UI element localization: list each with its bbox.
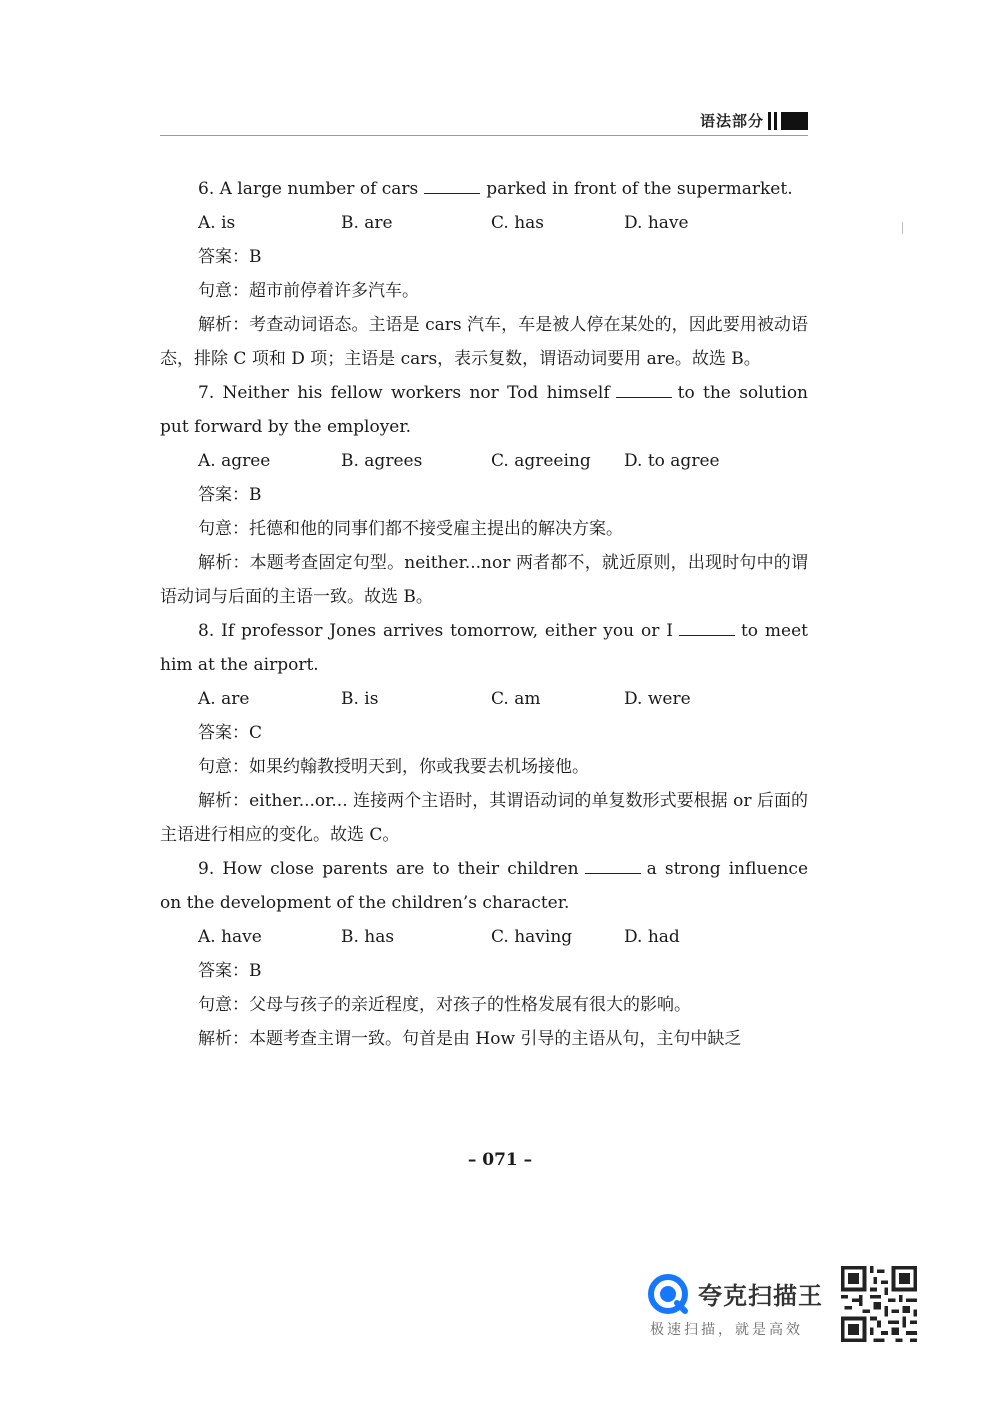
section-marker-icon — [768, 112, 808, 130]
watermark-slogan: 极速扫描，就是高效 — [650, 1322, 803, 1338]
option-c: C. am — [491, 689, 541, 709]
sentence-meaning: 句意：超市前停着许多汽车。 — [198, 281, 419, 301]
question-stem: 6. A large number of cars parked in front of the supermarket. — [198, 179, 793, 199]
page-header — [160, 108, 808, 134]
section-title: 语法部分 — [699, 112, 764, 130]
option-b: B. are — [341, 213, 393, 233]
option-list — [160, 444, 808, 478]
analysis: 解析：本题考查主谓一致。句首是由 How 引导的主语从句，主句中缺乏 — [198, 1029, 742, 1049]
watermark-brand: 夸克扫描王 — [698, 1282, 823, 1310]
option-a: A. have — [198, 927, 262, 947]
option-b: B. has — [341, 927, 395, 947]
question-stem: 9. How close parents are to their children a strong influence on the development of the children’s character. — [160, 859, 809, 913]
sentence-meaning: 句意：托德和他的同事们都不接受雇主提出的解决方案。 — [198, 519, 623, 539]
option-d: D. had — [624, 927, 680, 947]
option-d: D. were — [624, 689, 691, 709]
answer: 答案：C — [198, 723, 263, 743]
answer-blank — [424, 177, 480, 194]
option-list — [160, 206, 808, 240]
question-stem: 7. Neither his fellow workers nor Tod himself to the solution put forward by the employer. — [160, 383, 808, 437]
answer: 答案：B — [198, 961, 262, 981]
header-rule — [160, 135, 808, 136]
option-d: D. have — [624, 213, 689, 233]
sentence-meaning: 句意：父母与孩子的亲近程度，对孩子的性格发展有很大的影响。 — [198, 995, 691, 1015]
option-b: B. is — [341, 689, 379, 709]
analysis: 解析：本题考查固定句型。neither...nor 两者都不，就近原则，出现时句中的谓语动词与后面的主语一致。故选 B。 — [160, 553, 808, 607]
option-list — [160, 920, 808, 954]
option-a: A. agree — [198, 451, 271, 471]
option-a: A. are — [198, 689, 250, 709]
page-content — [160, 172, 808, 1056]
question-6 — [160, 172, 808, 376]
scanner-watermark — [646, 1264, 926, 1344]
question-stem: 8. If professor Jones arrives tomorrow, either you or I to meet him at the airport. — [160, 621, 808, 675]
question-8 — [160, 614, 808, 852]
answer: 答案：B — [198, 247, 262, 267]
option-c: C. has — [491, 213, 545, 233]
page-number: – 071 – — [467, 1150, 533, 1170]
option-d: D. to agree — [624, 451, 720, 471]
option-c: C. agreeing — [491, 451, 591, 471]
answer-blank — [616, 381, 672, 398]
margin-tick — [902, 222, 903, 234]
qr-code-icon — [839, 1266, 919, 1342]
question-9 — [160, 852, 808, 1056]
analysis: 解析：考查动词语态。主语是 cars 汽车，车是被人停在某处的，因此要用被动语态，排除 C 项和 D 项；主语是 cars，表示复数，谓语动词要用 are。故选 B。 — [160, 315, 808, 369]
option-list — [160, 682, 808, 716]
option-a: A. is — [198, 213, 236, 233]
option-c: C. having — [491, 927, 573, 947]
sentence-meaning: 句意：如果约翰教授明天到，你或我要去机场接他。 — [198, 757, 589, 777]
answer: 答案：B — [198, 485, 262, 505]
quark-logo-icon — [648, 1274, 688, 1314]
answer-blank — [585, 857, 641, 874]
analysis: 解析：either...or... 连接两个主语时，其谓语动词的单复数形式要根据 or 后面的主语进行相应的变化。故选 C。 — [160, 791, 808, 845]
option-b: B. agrees — [341, 451, 423, 471]
answer-blank — [679, 619, 735, 636]
question-7 — [160, 376, 808, 614]
